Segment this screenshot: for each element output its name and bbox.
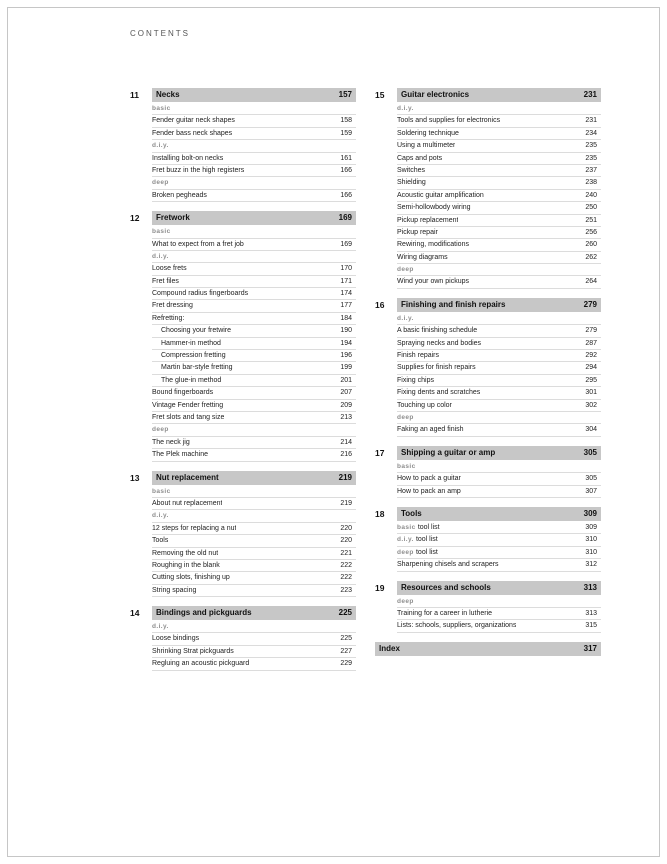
toc-entry xyxy=(397,473,601,485)
toc-entry xyxy=(152,190,356,202)
toc-entry xyxy=(397,190,601,202)
toc-entry xyxy=(152,548,356,560)
entry-page-number: 262 xyxy=(585,253,597,261)
entry-title: Refretting: xyxy=(152,314,185,322)
entry-title: Fret files xyxy=(152,277,179,285)
entry-page-number: 177 xyxy=(340,302,352,310)
entry-page-number: 307 xyxy=(585,487,597,495)
toc-entry xyxy=(397,559,601,571)
group-label-row xyxy=(397,264,601,276)
group-label: basic xyxy=(152,105,171,112)
entry-title: Pickup repair xyxy=(397,228,438,236)
entry-page-number: 256 xyxy=(585,228,597,236)
entry-title: Fret dressing xyxy=(152,302,193,310)
group-label-row xyxy=(397,103,601,115)
toc-entry xyxy=(152,128,356,140)
entry-page-number: 292 xyxy=(585,352,597,360)
toc-entry xyxy=(397,177,601,189)
chapter-header xyxy=(130,211,356,225)
entry-title: Rewiring, modifications xyxy=(397,241,469,249)
entry-title: Loose frets xyxy=(152,265,187,273)
entry-title: Vintage Fender fretting xyxy=(152,401,224,409)
entry-page-number: 219 xyxy=(340,499,352,507)
group-label-row xyxy=(397,596,601,608)
chapter-title: Finishing and finish repairs xyxy=(401,299,506,309)
chapter-number: 18 xyxy=(375,508,385,519)
entry-title: Wind your own pickups xyxy=(397,278,469,286)
toc-entry xyxy=(152,585,356,597)
group-label: d.i.y. xyxy=(397,314,414,322)
entry-page-number: 231 xyxy=(585,117,597,125)
toc-entry xyxy=(397,338,601,350)
entry-title: Fret buzz in the high registers xyxy=(152,166,245,174)
entry-page-number: 310 xyxy=(585,536,597,544)
chapter-page-number: 313 xyxy=(583,582,597,592)
entry-title: Fender guitar neck shapes xyxy=(152,117,235,125)
entry-page-number: 213 xyxy=(340,413,352,421)
chapter-header xyxy=(375,507,601,521)
toc-entry xyxy=(397,534,601,546)
toc-entry xyxy=(152,375,356,387)
group-label-row xyxy=(397,313,601,325)
group-label-row xyxy=(152,251,356,263)
entry-page-number: 222 xyxy=(340,561,352,569)
chapter-title: Resources and schools xyxy=(401,582,491,592)
group-label: deep xyxy=(152,179,169,187)
toc-entry xyxy=(397,252,601,264)
entry-page-number: 194 xyxy=(340,339,352,347)
entry-page-number: 229 xyxy=(340,660,352,668)
entry-page-number: 237 xyxy=(585,166,597,174)
chapter-page-number: 157 xyxy=(338,90,352,99)
entry-title: Soldering technique xyxy=(397,129,459,137)
entry-title: Martin bar-style fretting xyxy=(161,364,233,372)
entry-page-number: 279 xyxy=(585,327,597,335)
toc-entry xyxy=(397,239,601,251)
entry-title: Finish repairs xyxy=(397,352,440,360)
group-label: basic xyxy=(152,228,171,236)
entry-page-number: 301 xyxy=(585,389,597,397)
toc-entry xyxy=(152,387,356,399)
group-label: d.i.y. xyxy=(152,252,169,260)
group-label: basic xyxy=(397,462,416,470)
toc-entry xyxy=(397,387,601,399)
group-label: deep xyxy=(397,597,414,605)
toc-entry xyxy=(152,560,356,572)
entry-page-number: 166 xyxy=(340,166,352,174)
page-header: CONTENTS xyxy=(130,29,190,38)
chapter-title-bar xyxy=(397,88,601,102)
chapter-title: Bindings and pickguards xyxy=(156,608,252,618)
toc-entry xyxy=(152,239,356,251)
chapter-number: 11 xyxy=(130,90,139,100)
entry-page-number: 235 xyxy=(585,142,597,150)
entry-title: The glue-in method xyxy=(161,376,222,384)
entry-title: d.i.y. tool list xyxy=(397,536,438,544)
entry-prefix: basic xyxy=(397,523,418,531)
entry-page-number: 227 xyxy=(340,647,352,655)
chapter-page-number: 231 xyxy=(583,90,597,99)
toc-entry xyxy=(152,646,356,658)
entry-page-number: 161 xyxy=(340,154,352,162)
chapter-title-bar xyxy=(152,606,356,620)
chapter-page-number: 309 xyxy=(583,508,597,518)
toc-entry xyxy=(397,276,601,288)
chapter-header xyxy=(130,88,356,102)
entry-title: basic tool list xyxy=(397,523,440,531)
chapter-title-bar xyxy=(397,298,601,312)
entry-page-number: 170 xyxy=(340,265,352,273)
entry-page-number: 220 xyxy=(340,524,352,532)
chapter-section-19 xyxy=(375,581,601,633)
entry-title: About nut replacement xyxy=(152,499,223,507)
toc-column-left xyxy=(130,88,356,680)
toc-entry xyxy=(152,165,356,177)
chapter-title: Shipping a guitar or amp xyxy=(401,447,496,457)
toc-entry xyxy=(152,658,356,670)
entry-title: Removing the old nut xyxy=(152,549,219,557)
toc-entry xyxy=(397,424,601,436)
entry-page-number: 184 xyxy=(340,314,352,322)
entry-title: Pickup replacement xyxy=(397,216,459,224)
chapter-header xyxy=(375,298,601,312)
entry-prefix: deep xyxy=(397,548,416,556)
entry-title: Bound fingerboards xyxy=(152,389,214,397)
entry-page-number: 207 xyxy=(340,389,352,397)
entry-page-number: 220 xyxy=(340,537,352,545)
entry-page-number: 216 xyxy=(340,451,352,459)
entry-title: Wiring diagrams xyxy=(397,253,448,261)
toc-entry xyxy=(152,276,356,288)
group-label: d.i.y. xyxy=(152,512,169,520)
toc-entry xyxy=(397,350,601,362)
chapter-title: Fretwork xyxy=(156,213,190,223)
entry-page-number: 234 xyxy=(585,129,597,137)
chapter-title-bar xyxy=(397,507,601,521)
entry-title: How to pack an amp xyxy=(397,487,461,495)
entry-title: Shielding xyxy=(397,179,426,187)
chapter-header xyxy=(130,471,356,485)
entry-page-number: 174 xyxy=(340,290,352,298)
entry-page-number: 171 xyxy=(340,277,352,285)
entry-title: Hammer-in method xyxy=(161,339,221,347)
chapter-number: 14 xyxy=(130,608,140,619)
entry-title: deep tool list xyxy=(397,548,438,556)
entry-title: Fender bass neck shapes xyxy=(152,129,233,137)
group-label-row xyxy=(152,486,356,498)
chapter-page-number: 169 xyxy=(338,213,352,223)
toc-entry xyxy=(152,572,356,584)
toc-entry xyxy=(397,375,601,387)
entry-prefix: d.i.y. xyxy=(397,536,416,544)
chapter-section-16 xyxy=(375,298,601,437)
entry-page-number: 251 xyxy=(585,216,597,224)
chapter-page-number: 225 xyxy=(338,608,352,618)
entry-page-number: 294 xyxy=(585,364,597,372)
entry-page-number: 169 xyxy=(340,240,352,248)
entry-page-number: 159 xyxy=(340,129,352,137)
group-label-row xyxy=(152,621,356,633)
chapter-title-bar xyxy=(152,471,356,485)
entry-title: Cutting slots, finishing up xyxy=(152,574,230,582)
entry-title: Caps and pots xyxy=(397,154,443,162)
toc-entry xyxy=(152,313,356,325)
chapter-section-13 xyxy=(130,471,356,598)
group-label-row xyxy=(397,412,601,424)
toc-entry xyxy=(397,608,601,620)
chapter-title-bar xyxy=(152,88,356,102)
entry-page-number: 305 xyxy=(585,475,597,483)
toc-entry xyxy=(152,412,356,424)
chapter-number: 15 xyxy=(375,90,385,100)
entry-title: 12 steps for replacing a nut xyxy=(152,524,237,532)
toc-entry xyxy=(152,633,356,645)
toc-entry xyxy=(397,128,601,140)
entry-title: The neck jig xyxy=(152,438,190,446)
chapter-title: Nut replacement xyxy=(156,472,219,482)
toc-entry xyxy=(152,153,356,165)
entry-title: Compression fretting xyxy=(161,352,226,360)
entry-page-number: 312 xyxy=(585,561,597,569)
toc-entry xyxy=(397,215,601,227)
chapter-number: 16 xyxy=(375,299,385,310)
entry-page-number: 310 xyxy=(585,548,597,556)
toc-entry xyxy=(397,547,601,559)
entry-title: Touching up color xyxy=(397,401,452,409)
chapter-section-11 xyxy=(130,88,356,202)
toc-entry xyxy=(152,535,356,547)
entry-title: Spraying necks and bodies xyxy=(397,339,482,347)
toc-entry xyxy=(397,165,601,177)
group-label: d.i.y. xyxy=(152,142,169,150)
entry-title: Compound radius fingerboards xyxy=(152,290,249,298)
toc-entry xyxy=(152,115,356,127)
toc-entry xyxy=(152,300,356,312)
entry-title: Broken pegheads xyxy=(152,191,207,199)
group-label: d.i.y. xyxy=(397,105,414,112)
entry-page-number: 309 xyxy=(585,523,597,531)
toc-entry xyxy=(397,486,601,498)
toc-entry xyxy=(397,400,601,412)
group-label: deep xyxy=(397,413,414,421)
chapter-page-number: 305 xyxy=(583,447,597,457)
toc-entry xyxy=(152,350,356,362)
entry-page-number: 235 xyxy=(585,154,597,162)
entry-page-number: 225 xyxy=(340,635,352,643)
toc-entry xyxy=(397,362,601,374)
group-label-row xyxy=(152,424,356,436)
chapter-title: Tools xyxy=(401,508,422,518)
chapter-section-18 xyxy=(375,507,601,572)
group-label-row xyxy=(152,226,356,238)
group-label-row xyxy=(152,140,356,152)
entry-title: Installing bolt-on necks xyxy=(152,154,224,162)
group-label-row xyxy=(152,103,356,115)
toc-entry xyxy=(397,140,601,152)
entry-page-number: 250 xyxy=(585,204,597,212)
chapter-page-number: 279 xyxy=(583,299,597,309)
entry-title: Tools and supplies for electronics xyxy=(397,117,501,125)
entry-title: Switches xyxy=(397,166,426,174)
toc-column-right xyxy=(375,88,601,680)
index-title-bar xyxy=(375,642,601,656)
toc-entry xyxy=(397,202,601,214)
entry-title: Roughing in the blank xyxy=(152,561,220,569)
entry-title: Fixing dents and scratches xyxy=(397,389,481,397)
entry-page-number: 264 xyxy=(585,278,597,286)
entry-title: Fret slots and tang size xyxy=(152,413,225,421)
entry-page-number: 158 xyxy=(340,117,352,125)
toc-entry xyxy=(397,115,601,127)
entry-page-number: 304 xyxy=(585,426,597,434)
entry-title: Loose bindings xyxy=(152,635,200,643)
toc-entry xyxy=(152,288,356,300)
entry-title: Lists: schools, suppliers, organizations xyxy=(397,622,517,630)
group-label: d.i.y. xyxy=(152,623,169,631)
group-label-row xyxy=(397,461,601,473)
toc-entry xyxy=(152,498,356,510)
entry-page-number: 196 xyxy=(340,352,352,360)
entry-title: What to expect from a fret job xyxy=(152,240,244,248)
entry-page-number: 240 xyxy=(585,191,597,199)
group-label: deep xyxy=(397,266,414,274)
entry-title: A basic finishing schedule xyxy=(397,327,478,335)
chapter-section-17 xyxy=(375,446,601,498)
entry-page-number: 313 xyxy=(585,609,597,617)
chapter-title-bar xyxy=(152,211,356,225)
entry-title: Supplies for finish repairs xyxy=(397,364,476,372)
toc-entry xyxy=(152,338,356,350)
toc-entry xyxy=(152,263,356,275)
chapter-number: 13 xyxy=(130,472,140,483)
chapter-title-bar xyxy=(397,581,601,595)
toc-entry xyxy=(397,227,601,239)
index-title: Index xyxy=(379,643,400,653)
chapter-number: 12 xyxy=(130,213,140,224)
toc-page xyxy=(7,7,660,857)
chapter-number: 17 xyxy=(375,447,385,458)
entry-title: Semi-hollowbody wiring xyxy=(397,204,471,212)
entry-page-number: 302 xyxy=(585,401,597,409)
entry-page-number: 221 xyxy=(340,549,352,557)
entry-page-number: 190 xyxy=(340,327,352,335)
index-section xyxy=(375,642,601,656)
chapter-header xyxy=(375,88,601,102)
entry-page-number: 199 xyxy=(340,364,352,372)
toc-entry xyxy=(152,523,356,535)
group-label-row xyxy=(152,510,356,522)
toc-entry xyxy=(152,362,356,374)
entry-title: The Plek machine xyxy=(152,451,209,459)
group-label-row xyxy=(152,177,356,189)
entry-title: Using a multimeter xyxy=(397,142,456,150)
entry-title: Sharpening chisels and scrapers xyxy=(397,561,499,569)
entry-page-number: 295 xyxy=(585,376,597,384)
toc-entry xyxy=(152,449,356,461)
entry-title: Tools xyxy=(152,537,169,545)
chapter-section-14 xyxy=(130,606,356,671)
entry-page-number: 315 xyxy=(585,622,597,630)
index-page-number: 317 xyxy=(583,643,597,653)
entry-page-number: 238 xyxy=(585,179,597,187)
entry-title: Acoustic guitar amplification xyxy=(397,191,484,199)
entry-page-number: 260 xyxy=(585,241,597,249)
index-header xyxy=(375,642,601,656)
toc-entry xyxy=(152,400,356,412)
entry-title: Training for a career in lutherie xyxy=(397,609,493,617)
chapter-page-number: 219 xyxy=(338,472,352,482)
entry-title: String spacing xyxy=(152,586,197,594)
entry-page-number: 223 xyxy=(340,586,352,594)
chapter-header xyxy=(375,446,601,460)
chapter-title: Guitar electronics xyxy=(401,90,470,99)
entry-page-number: 209 xyxy=(340,401,352,409)
chapter-header xyxy=(375,581,601,595)
entry-page-number: 214 xyxy=(340,438,352,446)
group-label: basic xyxy=(152,487,171,495)
chapter-title: Necks xyxy=(156,90,180,99)
entry-page-number: 201 xyxy=(340,376,352,384)
entry-page-number: 222 xyxy=(340,574,352,582)
entry-title: Choosing your fretwire xyxy=(161,327,232,335)
chapter-header xyxy=(130,606,356,620)
entry-title: Shrinking Strat pickguards xyxy=(152,647,234,655)
entry-page-number: 166 xyxy=(340,191,352,199)
toc-entry xyxy=(152,437,356,449)
toc-entry xyxy=(397,522,601,534)
toc-entry xyxy=(397,325,601,337)
chapter-number: 19 xyxy=(375,582,385,593)
group-label: deep xyxy=(152,426,169,434)
chapter-title-bar xyxy=(397,446,601,460)
toc-entry xyxy=(397,620,601,632)
entry-title: Fixing chips xyxy=(397,376,434,384)
toc-columns xyxy=(130,88,601,680)
entry-title: Regluing an acoustic pickguard xyxy=(152,660,250,668)
toc-entry xyxy=(152,325,356,337)
entry-title: Faking an aged finish xyxy=(397,426,464,434)
chapter-section-12 xyxy=(130,211,356,461)
entry-title: How to pack a guitar xyxy=(397,475,461,483)
entry-page-number: 287 xyxy=(585,339,597,347)
toc-entry xyxy=(397,153,601,165)
chapter-section-15 xyxy=(375,88,601,289)
